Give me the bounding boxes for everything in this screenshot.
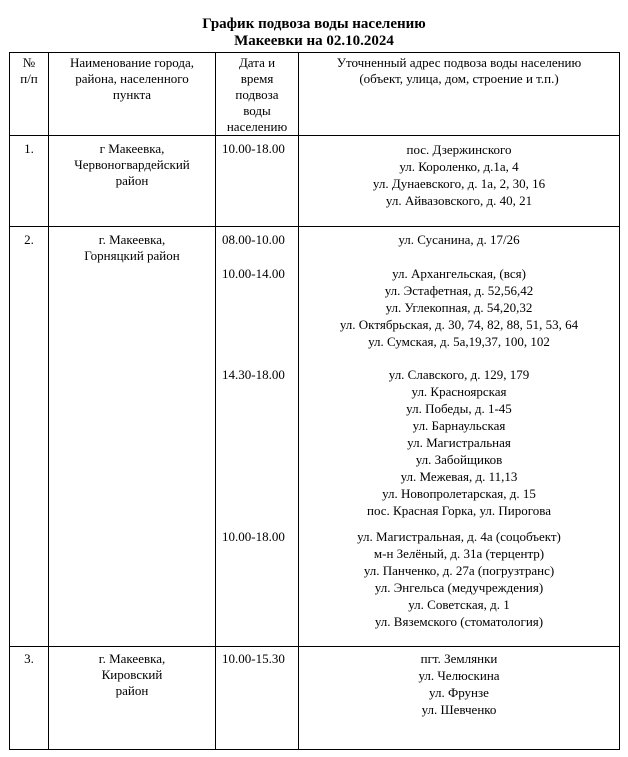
row-time: 08.00-10.00 10.00-14.00 14.30-18.00 10.00-18.00 xyxy=(216,227,299,647)
table-row xyxy=(10,227,620,647)
row-city: г. Макеевка, Кировский район xyxy=(49,647,216,750)
header-address: Уточненный адрес подвоза воды населению (объект, улица, дом, строение и т.п.) xyxy=(299,53,620,136)
header-city: Наименование города, района, населенного пункта xyxy=(49,53,216,136)
row-num: 2. xyxy=(10,227,49,647)
row-city: г. Макеевка, Горняцкий район xyxy=(49,227,216,647)
row-time: 10.00-18.00 xyxy=(216,136,299,227)
row-num: 1. xyxy=(10,136,49,227)
title-line-2: Макеевки на 02.10.2024 xyxy=(234,33,394,49)
title-line-1: График подвоза воды населению xyxy=(202,16,426,32)
document-title xyxy=(0,16,628,50)
address-block: ул. Сусанина, д. 17/26 xyxy=(398,232,520,247)
table-row xyxy=(10,136,620,227)
table-row xyxy=(10,647,620,750)
address-block: ул. Славского, д. 129, 179 ул. Красноярская ул. Победы, д. 1-45 ул. Барнаульская ул. Магистральная ул. Забойщиков ул. Межевая, д. 11,13 ул. Новопролетарская, д. 15 пос. Красная Горка, ул. Пирогова xyxy=(367,367,551,518)
row-address xyxy=(299,227,620,647)
row-address: пос. Дзержинского ул. Короленко, д.1а, 4 ул. Дунаевского, д. 1а, 2, 30, 16 ул. Айвазовского, д. 40, 21 xyxy=(299,136,620,227)
row-address: пгт. Землянки ул. Челюскина ул. Фрунзе ул. Шевченко xyxy=(299,647,620,750)
header-num: № п/п xyxy=(10,53,49,136)
row-num: 3. xyxy=(10,647,49,750)
header-time: Дата и время подвоза воды населению xyxy=(216,53,299,136)
address-block: ул. Магистральная, д. 4а (соцобъект) м-н Зелёный, д. 31а (терцентр) ул. Панченко, д. 27а (погрузтранс) ул. Энгельса (медучреждения) ул. Советская, д. 1 ул. Вяземского (стоматология) xyxy=(357,529,561,629)
row-city: г Макеевка, Червоногвардейский район xyxy=(49,136,216,227)
header-row xyxy=(10,53,620,136)
row-time: 10.00-15.30 xyxy=(216,647,299,750)
address-block: ул. Архангельская, (вся) ул. Эстафетная, д. 52,56,42 ул. Углекопная, д. 54,20,32 ул. Октябрьская, д. 30, 74, 82, 88, 51, 53, 64 ул. Сумская, д. 5а,19,37, 100, 102 xyxy=(339,266,579,349)
water-schedule-table xyxy=(9,52,620,750)
